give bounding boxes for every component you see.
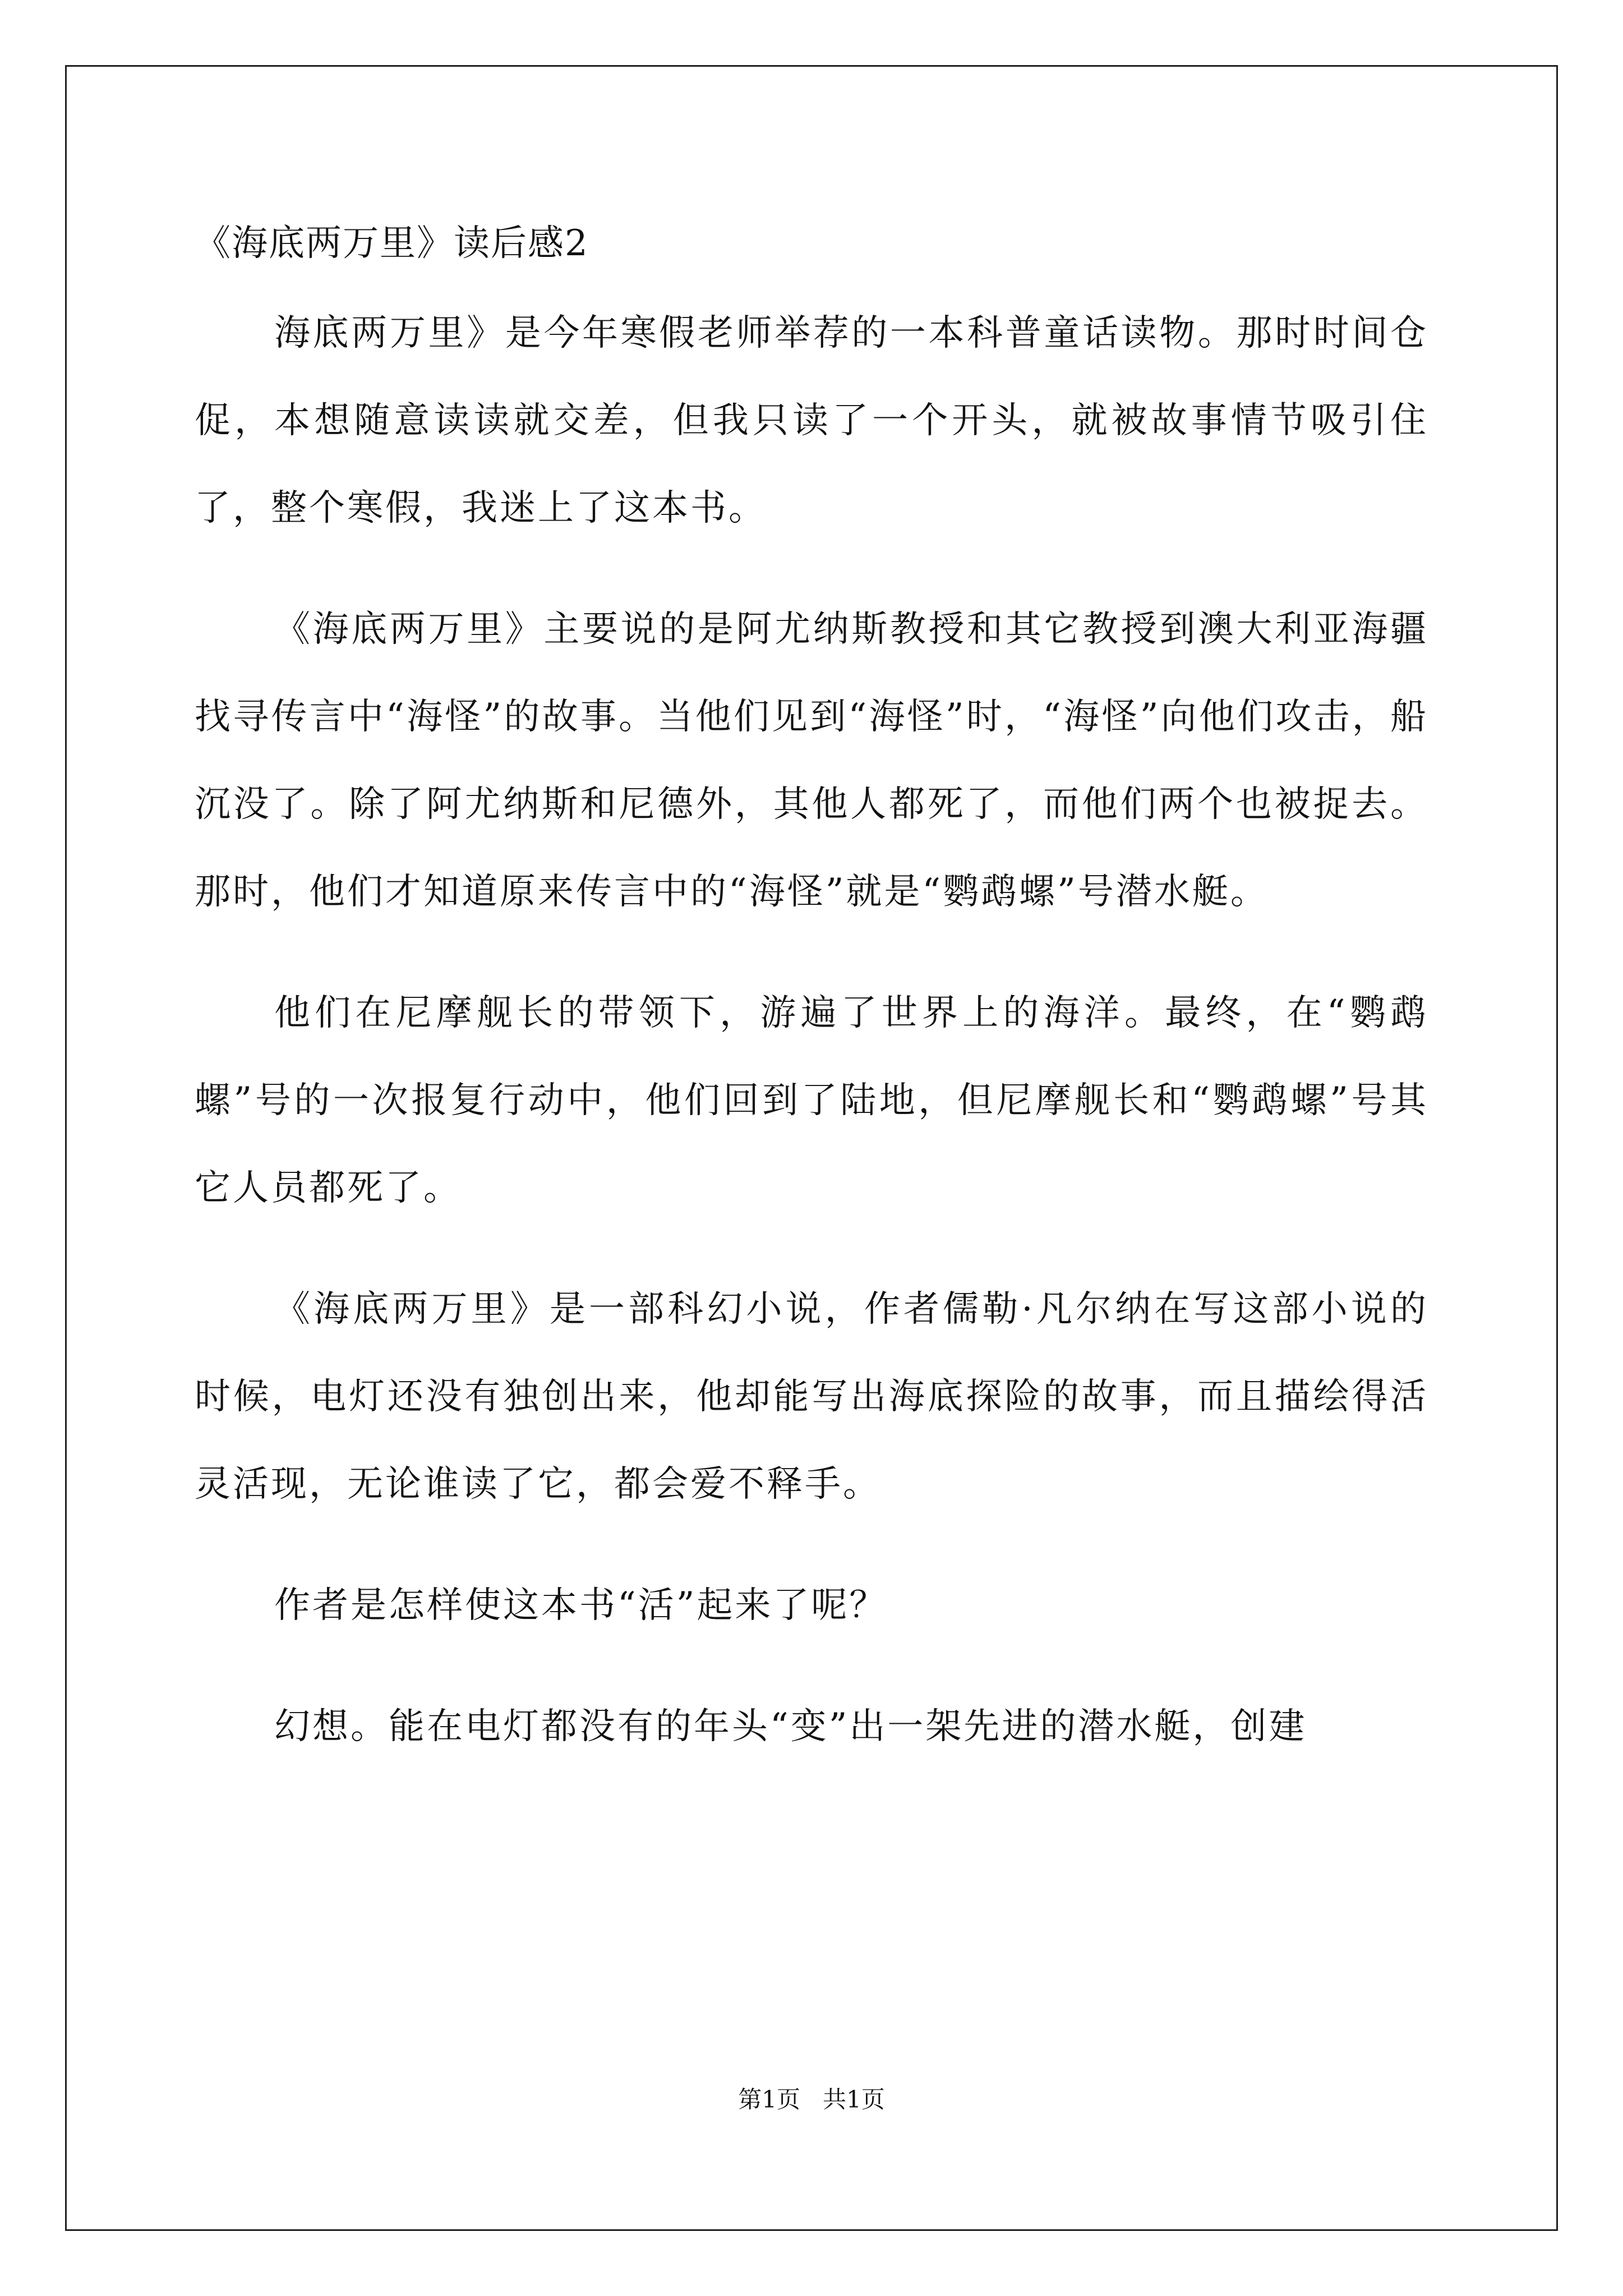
paragraph: 他们在尼摩舰长的带领下，游遍了世界上的海洋。最终，在“鹦鹉螺”号的一次报复行动中，他们回到了陆地，但尼摩舰长和“鹦鹉螺”号其它人员都死了。 — [195, 992, 1428, 1209]
page-total: 共1页 — [823, 2086, 885, 2113]
document-title: 《海底两万里》读后感2 — [195, 223, 589, 264]
paragraph: 海底两万里》是今年寒假老师举荐的一本科普童话读物。那时时间仓促，本想随意读读就交差，但我只读了一个开头，就被故事情节吸引住了，整个寒假，我迷上了这本书。 — [195, 312, 1428, 529]
paragraph: 作者是怎样使这本书“活”起来了呢？ — [274, 1585, 888, 1626]
paragraph: 《海底两万里》是一部科幻小说，作者儒勒·凡尔纳在写这部小说的时候，电灯还没有独创出来，他却能写出海底探险的故事，而且描绘得活灵活现，无论谁读了它，都会爱不释手。 — [195, 1289, 1428, 1505]
paragraph: 幻想。能在电灯都没有的年头“变”出一架先进的潜水艇，创建 — [274, 1706, 1307, 1747]
page-footer — [0, 2086, 1623, 2114]
paragraph: 《海底两万里》主要说的是阿尤纳斯教授和其它教授到澳大利亚海疆找寻传言中“海怪”的故事。当他们见到“海怪”时，“海怪”向他们攻击，船沉没了。除了阿尤纳斯和尼德外，其他人都死了，而他们两个也被捉去。那时，他们才知道原来传言中的“海怪”就是“鹦鹉螺”号潜水艇。 — [195, 609, 1428, 913]
document-body — [195, 223, 1428, 1804]
page-number: 第1页 — [738, 2086, 800, 2113]
